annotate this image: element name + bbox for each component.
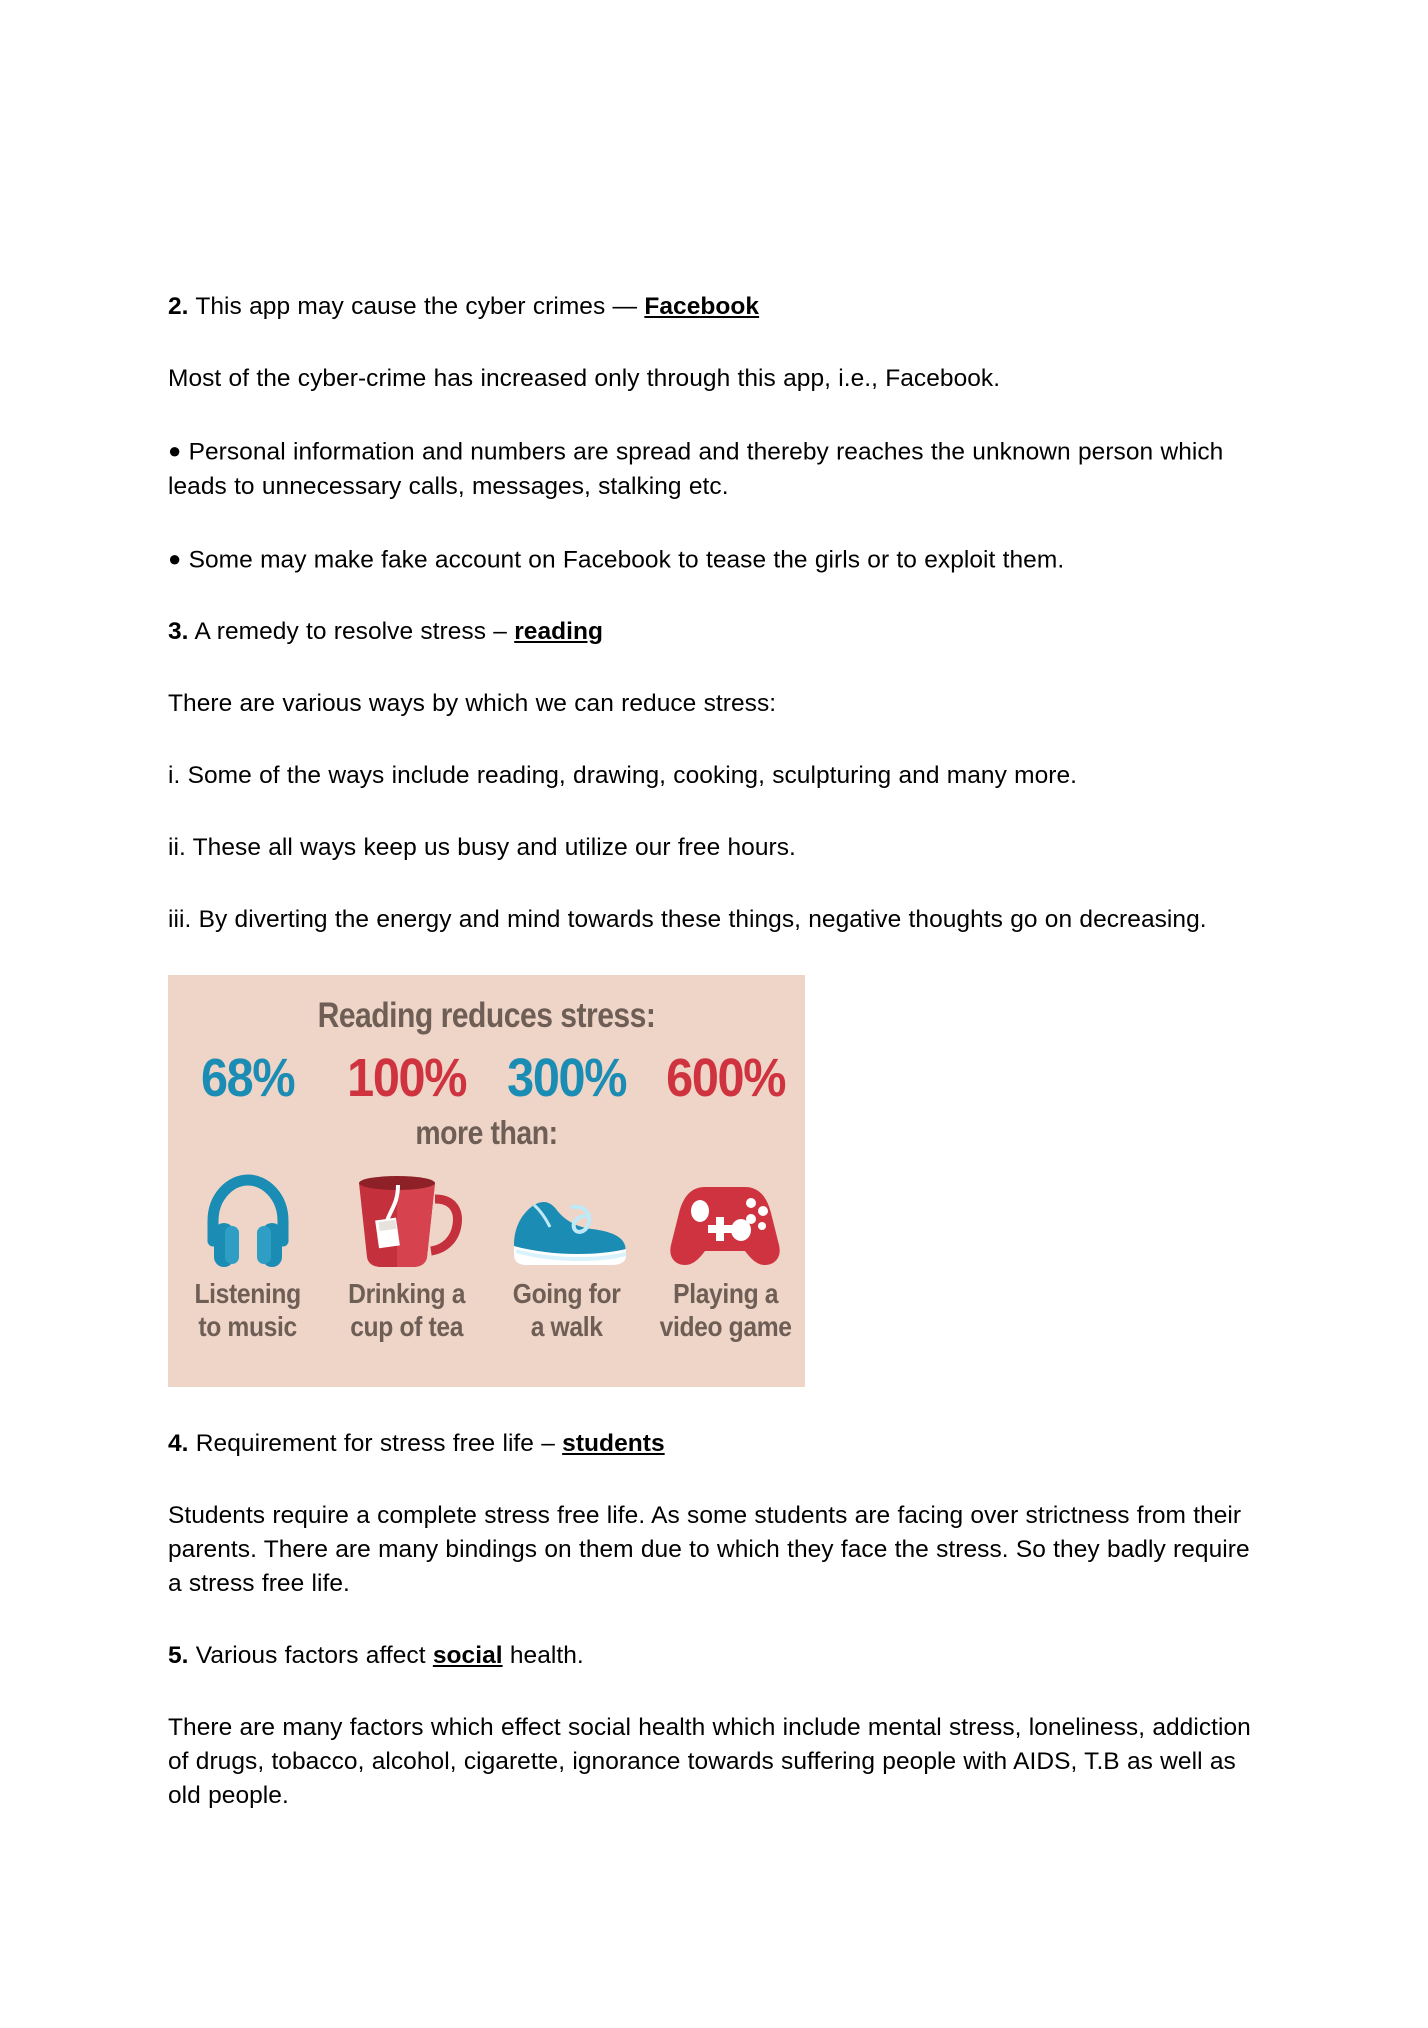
heading-item-3: [168, 615, 1268, 649]
icon-cell-going-for-walk: [487, 1157, 646, 1269]
label-game-line1: Playing a: [672, 1278, 778, 1309]
paragraph-reduce-stress-intro: There are various ways by which we can reduce stress:: [168, 690, 777, 717]
paragraph-cybercrime-intro: Most of the cyber-crime has increased only through this app, i.e., Facebook.: [168, 365, 1001, 392]
label-playing-video-game: [655, 1277, 795, 1343]
heading-item-5-text-after: health.: [502, 1642, 584, 1669]
bullet-dot-icon: ●: [168, 438, 182, 463]
heading-item-2-keyword: Facebook: [644, 293, 760, 320]
percent-value-100: 100%: [347, 1048, 467, 1108]
label-walk-line1: Going for: [512, 1278, 620, 1309]
bullet-dot-icon: ●: [168, 545, 182, 571]
heading-item-3-text: A remedy to resolve stress –: [188, 618, 515, 645]
percent-value-600: 600%: [665, 1048, 785, 1108]
icon-cell-drinking-tea: [327, 1157, 486, 1269]
percent-value-68: 68%: [201, 1048, 295, 1108]
paragraph-students-body: Students require a complete stress free life. As some students are facing over strictness from their parents. There are many bindings on them due to which they face the stress. So they badly require a stress free life.: [168, 1502, 1250, 1597]
heading-item-5-number: 5.: [168, 1642, 189, 1669]
bullet-fake-account: [168, 542, 1268, 578]
paragraph-social-health-body: There are many factors which effect social health which include mental stress, loneliness, addiction of drugs, tobacco, alcohol, cigarette, ignorance towards suffering people with AIDS, T.B as well as old people.: [168, 1714, 1251, 1809]
infographic-title: Reading reduces stress:: [317, 996, 656, 1035]
document-content: [168, 290, 1268, 1851]
percent-value-300: 300%: [506, 1048, 626, 1108]
heading-item-3-number: 3.: [168, 618, 189, 645]
label-drinking-cup-of-tea: [337, 1277, 477, 1343]
infographic-subtitle: more than:: [415, 1114, 558, 1151]
heading-item-2-number: 2.: [168, 293, 189, 320]
bullet-personal-information: [168, 434, 1268, 504]
label-game-line2: video game: [659, 1311, 792, 1342]
icon-cell-playing-video-game: [646, 1157, 805, 1269]
game-controller-icon: [667, 1181, 783, 1269]
label-listening-line1: Listening: [194, 1278, 301, 1309]
heading-item-5-keyword: social: [432, 1642, 503, 1669]
heading-item-5-text: Various factors affect: [188, 1642, 433, 1669]
label-listening-line2: to music: [198, 1311, 297, 1342]
heading-item-3-keyword: reading: [514, 618, 604, 645]
list-item-roman-i: i. Some of the ways include reading, drawing, cooking, sculpturing and many more.: [168, 762, 1078, 789]
heading-item-5: [168, 1639, 1268, 1673]
headphones-icon: [200, 1169, 296, 1269]
label-listening-to-music: [178, 1277, 318, 1343]
bullet-personal-information-text: Personal information and numbers are spread and thereby reaches the unknown person which leads to unnecessary calls, messages, stalking etc.: [168, 438, 1224, 500]
infographic-label-row: [168, 1277, 805, 1343]
infographic-percent-row: [168, 1047, 805, 1109]
sneaker-icon: [500, 1183, 632, 1269]
heading-item-2: [168, 290, 1268, 324]
teacup-icon: [351, 1169, 463, 1269]
list-item-roman-ii: ii. These all ways keep us busy and utilize our free hours.: [168, 834, 796, 861]
label-walk-line2: a walk: [530, 1311, 603, 1342]
heading-item-4: [168, 1427, 1268, 1461]
reading-reduces-stress-infographic: [168, 975, 805, 1387]
icon-cell-listening: [168, 1157, 327, 1269]
label-going-for-a-walk: [496, 1277, 636, 1343]
heading-item-2-text: This app may cause the cyber crimes —: [188, 293, 645, 320]
bullet-fake-account-text: Some may make fake account on Facebook to tease the girls or to exploit them.: [188, 546, 1065, 573]
heading-item-4-text: Requirement for stress free life –: [188, 1430, 563, 1457]
infographic-icon-row: [168, 1157, 805, 1269]
heading-item-4-number: 4.: [168, 1430, 189, 1457]
label-drinking-line2: cup of tea: [350, 1311, 464, 1342]
heading-item-4-keyword: students: [562, 1430, 665, 1457]
label-drinking-line1: Drinking a: [348, 1278, 466, 1309]
list-item-roman-iii: iii. By diverting the energy and mind towards these things, negative thoughts go on decreasing.: [168, 906, 1207, 933]
